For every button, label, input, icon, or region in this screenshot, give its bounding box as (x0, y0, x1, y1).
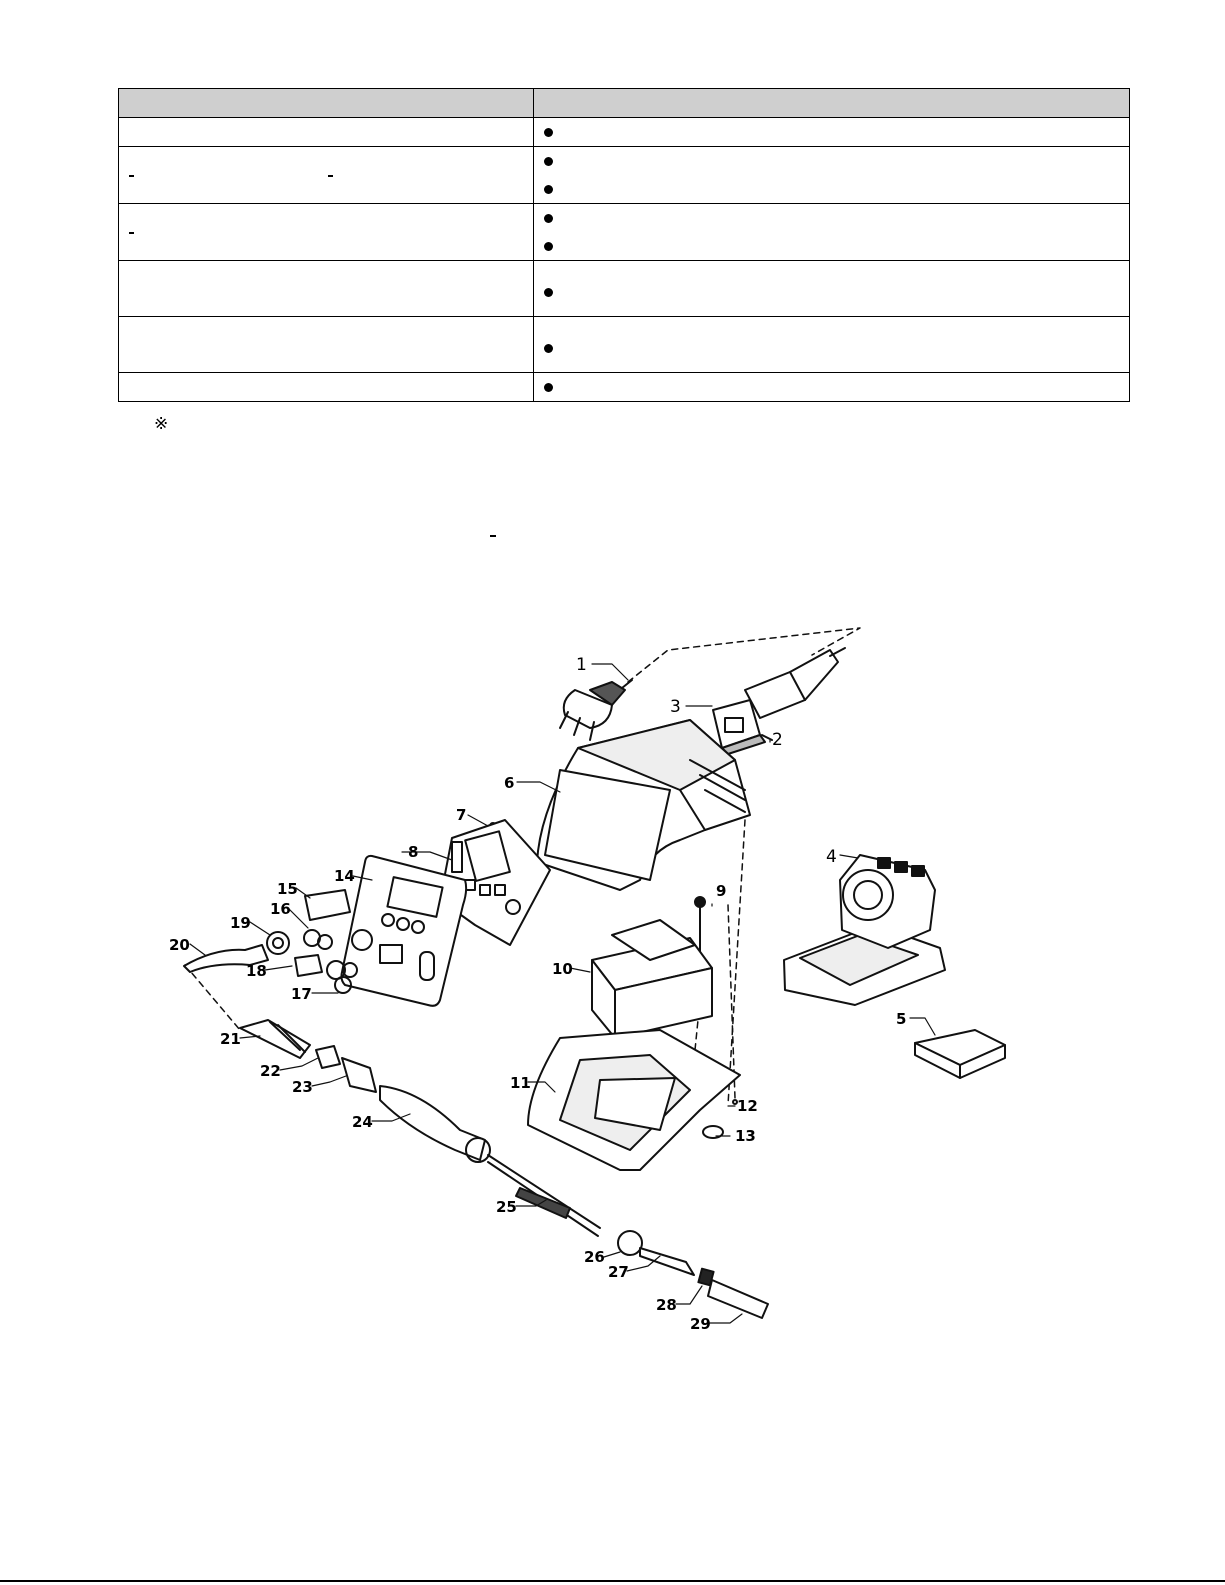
callout-label: 5 (896, 1010, 907, 1028)
callout-label: 29 (690, 1315, 711, 1333)
callout-label: 8 (408, 843, 419, 861)
callout-label: 20 (169, 936, 190, 954)
callout-label: 27 (608, 1263, 629, 1281)
callout-label: 6 (504, 774, 515, 792)
callout-label: 13 (735, 1127, 756, 1145)
power-plug-part (560, 680, 632, 740)
top-cover-part (537, 720, 750, 890)
callout-label: 7 (456, 806, 467, 824)
callout-label: 15 (277, 880, 298, 898)
transformer-part (592, 897, 712, 1038)
callout-label: 21 (220, 1030, 241, 1048)
callout-label: 12 (737, 1097, 758, 1115)
callout-label: 26 (584, 1248, 605, 1266)
callout-label: 19 (230, 914, 251, 932)
callout-label: 2 (772, 730, 783, 750)
callout-label: 4 (826, 847, 837, 867)
bottom-case-part (528, 1030, 740, 1170)
callout-label: 1 (576, 655, 587, 675)
callout-label: 28 (656, 1296, 677, 1314)
footer-divider (0, 1580, 1225, 1582)
callout-label: 23 (292, 1078, 313, 1096)
callout-label: 14 (334, 867, 355, 885)
callout-label: 3 (670, 697, 681, 717)
callout-label: 16 (270, 900, 291, 918)
callout-labels (169, 655, 906, 1333)
callout-label: 24 (352, 1113, 373, 1131)
iron-stand-part (784, 855, 945, 1005)
cleaning-sponge-part (915, 1030, 1005, 1078)
callout-label: 9 (716, 882, 727, 900)
callout-label: 18 (246, 962, 267, 980)
note-mark: ※ (154, 414, 169, 433)
front-panel-part (341, 856, 466, 1006)
callout-label: 17 (291, 985, 312, 1003)
callout-label: 11 (510, 1074, 531, 1092)
callout-label: 10 (552, 960, 573, 978)
callout-label: 25 (496, 1198, 517, 1216)
callout-label: 22 (260, 1062, 281, 1080)
